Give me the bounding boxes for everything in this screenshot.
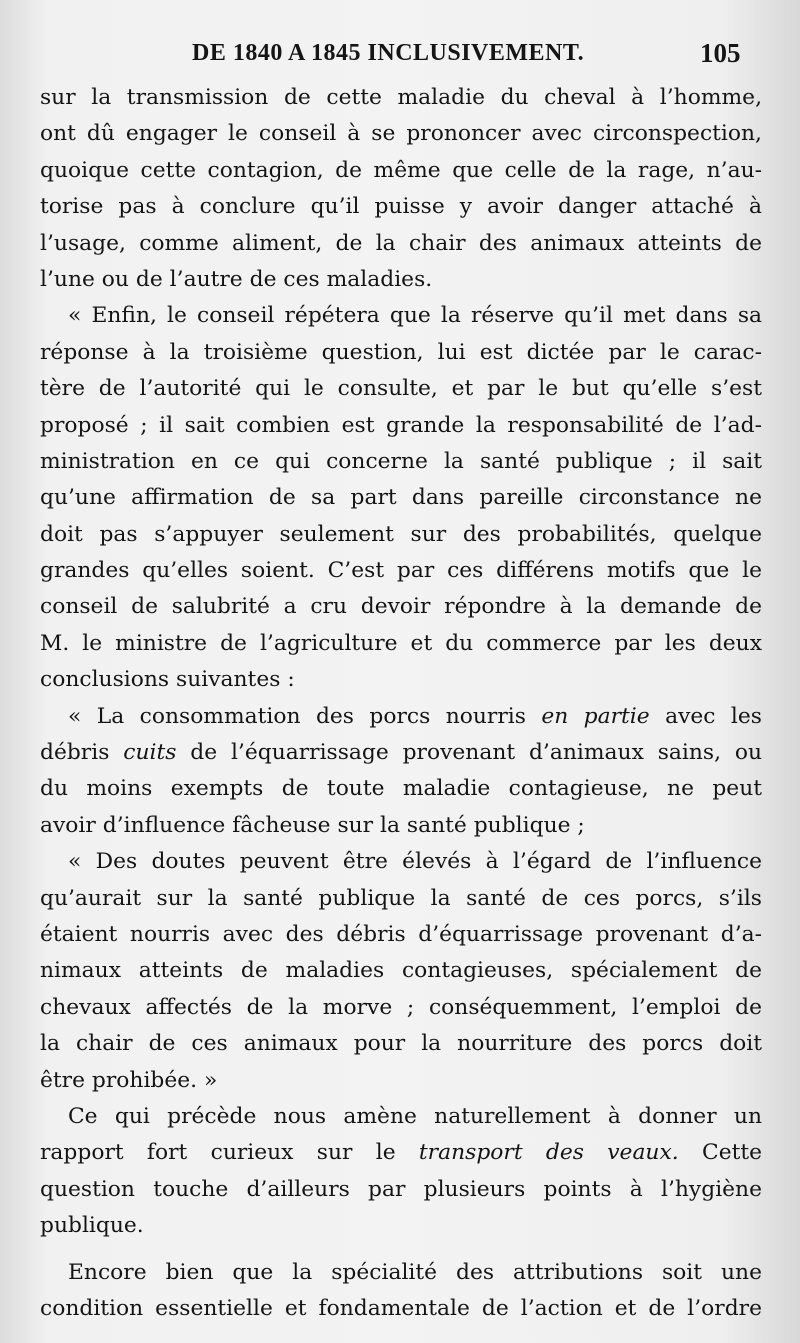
- text-line: M. le ministre de l’agriculture et du commerce par les deux: [40, 630, 762, 656]
- text-line: « Des doutes peuvent être élevés à l’égard de l’influence: [68, 849, 762, 875]
- text-run: « La consommation des porcs nourris: [68, 703, 542, 729]
- text-line: conseil de salubrité a cru devoir répondre à la demande de: [40, 594, 762, 620]
- text-line: publique.: [40, 1213, 144, 1239]
- text-line: réponse à la troisième question, lui est dictée par le carac-: [40, 339, 762, 365]
- text-line: torise pas à conclure qu’il puisse y avoir danger attaché à: [40, 194, 762, 220]
- text-line: qu’une affirmation de sa part dans pareille circonstance ne: [40, 485, 762, 511]
- text-line: [40, 699, 762, 735]
- text-line: proposé ; il sait combien est grande la responsabilité de l’ad-: [40, 412, 762, 438]
- running-head: DE 1840 A 1845 INCLUSIVEMENT.: [192, 40, 585, 66]
- text-line: être prohibée. »: [40, 1067, 218, 1093]
- text-line: avoir d’influence fâcheuse sur la santé publique ;: [40, 812, 585, 838]
- text-line: tère de l’autorité qui le consulte, et par le but qu’elle s’est: [40, 376, 762, 402]
- text-run: rapport fort curieux sur le: [40, 1140, 419, 1166]
- text-line: Encore bien que la spécialité des attributions soit une: [68, 1259, 762, 1285]
- text-line: étaient nourris avec des débris d’équarrissage provenant d’a-: [40, 921, 762, 947]
- text-line: [40, 1135, 762, 1171]
- text-line: sur la transmission de cette maladie du cheval à l’homme,: [40, 85, 762, 110]
- page-header: [0, 38, 800, 72]
- text-line: du moins exempts de toute maladie contagieuse, ne peut: [40, 776, 762, 802]
- page-number: 105: [700, 38, 741, 68]
- italic-text: en partie: [541, 703, 650, 729]
- text-line: question touche d’ailleurs par plusieurs points à l’hygiène: [40, 1176, 762, 1202]
- text-line: « Enfin, le conseil répétera que la réserve qu’il met dans sa: [68, 303, 762, 329]
- italic-text: cuits: [123, 740, 177, 766]
- text-line: quoique cette contagion, de même que celle de la rage, n’au-: [40, 157, 762, 183]
- text-run: débris: [40, 740, 124, 766]
- text-run: Cette: [678, 1140, 763, 1166]
- text-line: chevaux affectés de la morve ; conséquemment, l’emploi de: [40, 994, 762, 1020]
- text-line: ont dû engager le conseil à se prononcer avec circonspection,: [40, 121, 762, 147]
- text-line: conclusions suivantes :: [40, 667, 295, 693]
- text-run: avec les: [649, 703, 762, 729]
- text-line: [40, 735, 762, 771]
- text-line: grandes qu’elles soient. C’est par ces différens motifs que le: [40, 558, 762, 584]
- text-line: doit pas s’appuyer seulement sur des probabilités, quelque: [40, 521, 762, 547]
- text-line: Ce qui précède nous amène naturellement à donner un: [68, 1103, 762, 1129]
- text-line: l’usage, comme aliment, de la chair des animaux atteints de: [40, 230, 762, 256]
- text-line: condition essentielle et fondamentale de l’action et de l’ordre: [40, 1295, 762, 1321]
- body-text: [40, 80, 762, 1327]
- text-line: la chair de ces animaux pour la nourriture des porcs doit: [40, 1031, 762, 1057]
- text-line: qu’aurait sur la santé publique la santé de ces porcs, s’ils: [40, 885, 762, 911]
- text-run: de l’équarrissage provenant d’animaux sains, ou: [176, 740, 763, 766]
- text-line: ministration en ce qui concerne la santé publique ; il sait: [40, 448, 762, 474]
- italic-text: transport des veaux.: [418, 1140, 679, 1166]
- text-line: nimaux atteints de maladies contagieuses, spécialement de: [40, 958, 762, 984]
- text-line: l’une ou de l’autre de ces maladies.: [40, 266, 433, 292]
